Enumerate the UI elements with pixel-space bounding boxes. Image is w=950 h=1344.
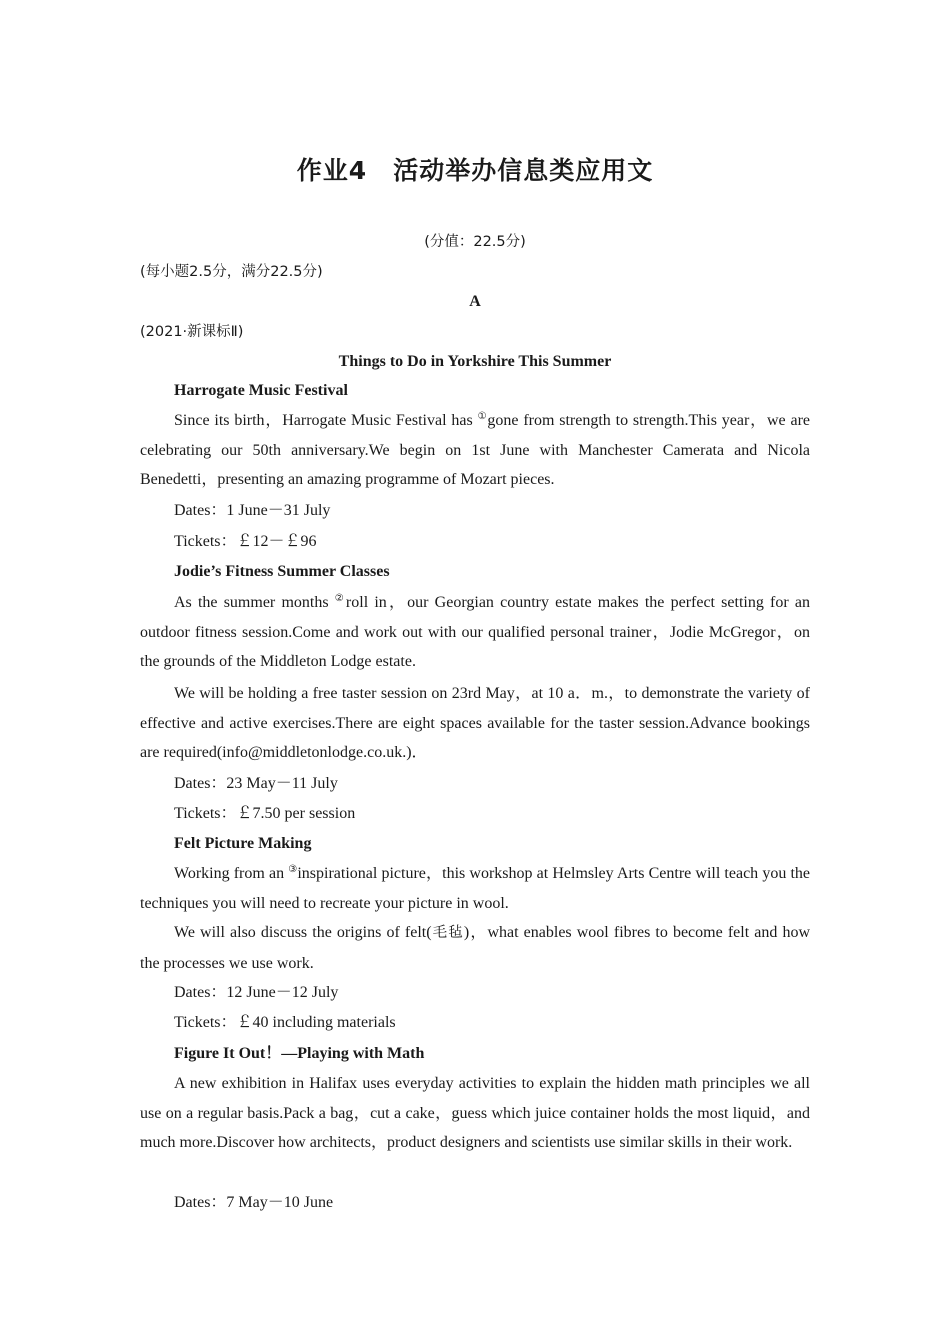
score-line: (分值：22.5分) bbox=[424, 234, 526, 250]
event-dates: Dates：7 May－10 June bbox=[174, 1194, 334, 1211]
event-dates: Dates：23 May－11 July bbox=[174, 775, 338, 792]
event-dates: Dates：1 June－31 July bbox=[174, 502, 331, 519]
event-dates: Dates：12 June－12 July bbox=[174, 984, 339, 1001]
scoring-note: (每小题2.5分，满分22.5分) bbox=[140, 264, 323, 280]
event-description: We will be holding a free taster session on 23rd May，at 10 a．m.，to demonstrate the variety of effective and active exercises.There are eight spaces available for the taster session.Advance bookings are required(info@middletonlodge.co.uk.)． bbox=[140, 685, 810, 762]
event-description: As the summer months ②roll in，our Georgian country estate makes the perfect setting for an outdoor fitness session.Come and work out with our qualified personal trainer，Jodie McGregor，on the grounds of the Middleton Lodge estate. bbox=[140, 593, 810, 671]
event-tickets: Tickets：￡12－￡96 bbox=[174, 533, 317, 550]
event-heading: Jodie’s Fitness Summer Classes bbox=[174, 563, 390, 580]
event-tickets: Tickets：￡7.50 per session bbox=[174, 805, 356, 822]
event-heading: Felt Picture Making bbox=[174, 835, 312, 852]
event-description: We will also discuss the origins of felt(毛毡)，what enables wool fibres to become felt and how the processes we use work. bbox=[140, 924, 811, 972]
event-description: A new exhibition in Halifax uses everyday activities to explain the hidden math principles we all use on a regular basis.Pack a bag，cut a cake，guess which juice container holds the most liquid，and much more.Discover how architects，product designers and scientists use similar skills in their work. bbox=[140, 1075, 810, 1152]
event-description: Working from an ③inspirational picture，this workshop at Helmsley Arts Centre will teach you the techniques you will need to recreate your picture in wool. bbox=[140, 864, 810, 912]
event-heading: Harrogate Music Festival bbox=[174, 382, 348, 399]
event-description: Since its birth，Harrogate Music Festival has ①gone from strength to strength.This year，we are celebrating our 50th anniversary.We begin on 1st June with Manchester Camerata and Nicola Benedetti，presenting an amazing programme of Mozart pieces. bbox=[140, 411, 810, 489]
vocab-marker: ② bbox=[334, 593, 346, 604]
event-tickets: Tickets：￡40 including materials bbox=[174, 1014, 396, 1031]
passage-title: Things to Do in Yorkshire This Summer bbox=[338, 353, 612, 370]
page-title: 作业4 活动举办信息类应用文 bbox=[296, 156, 654, 185]
section-label: A bbox=[469, 293, 481, 310]
vocab-marker: ③ bbox=[288, 864, 298, 875]
event-heading: Figure It Out！—Playing with Math bbox=[174, 1045, 425, 1062]
vocab-marker: ① bbox=[477, 411, 488, 422]
source-line: (2021·新课标Ⅱ) bbox=[140, 324, 244, 340]
